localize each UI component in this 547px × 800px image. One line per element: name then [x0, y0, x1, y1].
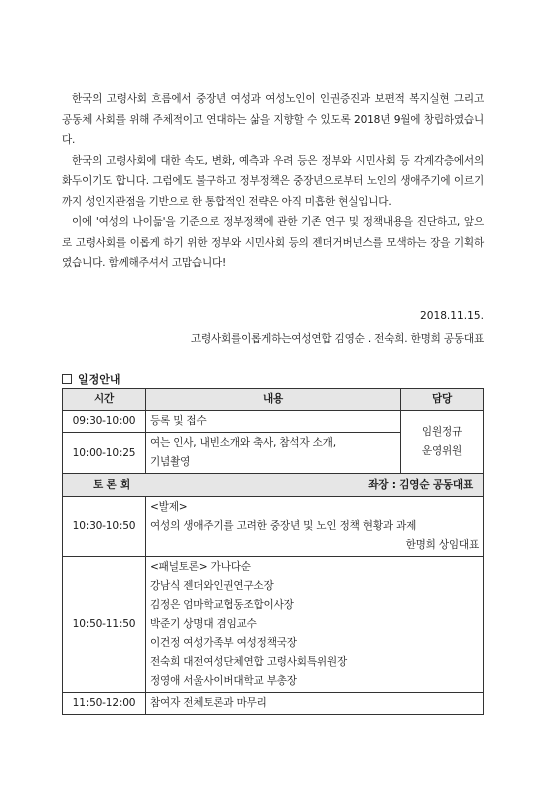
panel-line: 이건정 여성가족부 여성정책국장	[150, 637, 297, 649]
intro-paragraph-3: 이에 '여성의 나이듦'을 기준으로 정부정책에 관한 기존 연구 및 정책내용을 진단하고, 앞으로 고령사회를 이롭게 하기 위한 정부와 시민사회 등의 젠더거버넌스를 모색하는 장을 기획하였습니다. 함께해주셔서 고맙습니다!	[62, 216, 484, 269]
presentation-topic: 여성의 생애주기를 고려한 중장년 및 노인 정책 현황과 과제	[150, 520, 417, 532]
intro-paragraph-2: 한국의 고령사회에 대한 속도, 변화, 예측과 우려 등은 정부와 시민사회 등 각계각층에서의 화두이기도 합니다. 그럼에도 불구하고 정부정책은 중장년으로부터 노인의 생애주기에 이르기까지 성인지관점을 기반으로 한 통합적인 전략은 아직 미흡한 현실입니다.	[62, 154, 484, 208]
row-content	[146, 557, 484, 693]
panel-line: <패널토론> 가나다순	[150, 561, 251, 573]
table-row	[63, 411, 484, 433]
row-content	[146, 497, 484, 557]
row-time: 10:50-11:50	[63, 557, 146, 693]
document-date: 2018.11.15.	[419, 310, 484, 322]
checkbox-square-icon	[62, 374, 72, 384]
schedule-table	[62, 388, 484, 715]
table-row	[63, 557, 484, 693]
header-time: 시간	[63, 389, 146, 411]
row-content: 참여자 전체토론과 마무리	[146, 693, 484, 715]
row-time: 10:00-10:25	[63, 433, 146, 474]
row-content	[146, 433, 401, 474]
panel-line: 박준기 상명대 겸임교수	[150, 618, 257, 630]
forum-chair: 좌장 : 김영순 공동대표	[368, 478, 473, 491]
intro-paragraph-1: 한국의 고령사회 흐름에서 중장년 여성과 여성노인이 인권증진과 보편적 복지실현 그리고 공동체 사회를 위해 주체적이고 연대하는 삶을 지향할 수 있도록 2018년 9월에 창립하였습니다.	[62, 93, 484, 146]
panel-line: 전숙희 대전여성단체연합 고령사회특위원장	[150, 656, 347, 668]
row-time: 11:50-12:00	[63, 693, 146, 715]
panel-line: 김정은 엄마학교협동조합이사장	[150, 599, 294, 611]
presenter-name: 한명희 상임대표	[405, 539, 479, 551]
row-time: 09:30-10:00	[63, 411, 146, 433]
row-content: 등록 및 접수	[146, 411, 401, 433]
forum-header-cell	[63, 474, 484, 497]
manager-line-2: 운영위원	[421, 445, 463, 457]
content-line-1: 여는 인사, 내빈소개와 축사, 참석자 소개,	[150, 437, 336, 449]
table-row	[63, 497, 484, 557]
header-content: 내용	[146, 389, 401, 411]
table-row	[63, 693, 484, 715]
header-manager: 담당	[401, 389, 484, 411]
manager-line-1: 임원정규	[421, 426, 463, 438]
forum-header-row	[63, 474, 484, 497]
content-line-2: 기념촬영	[150, 456, 191, 468]
panel-line: 정영애 서울사이버대학교 부총장	[150, 675, 297, 687]
section-title	[62, 371, 121, 387]
row-manager	[401, 411, 484, 474]
intro-text	[62, 89, 484, 274]
row-time: 10:30-10:50	[63, 497, 146, 557]
forum-label: 토 론 회	[93, 478, 131, 491]
signature-line: 고령사회를이롭게하는여성연합 김영순 . 전숙희. 한명희 공동대표	[190, 333, 484, 345]
panel-line: 강남식 젠더와인권연구소장	[150, 580, 274, 592]
section-title-text: 일정안내	[78, 373, 121, 386]
presentation-tag: <발제>	[150, 501, 188, 513]
table-header-row	[63, 389, 484, 411]
